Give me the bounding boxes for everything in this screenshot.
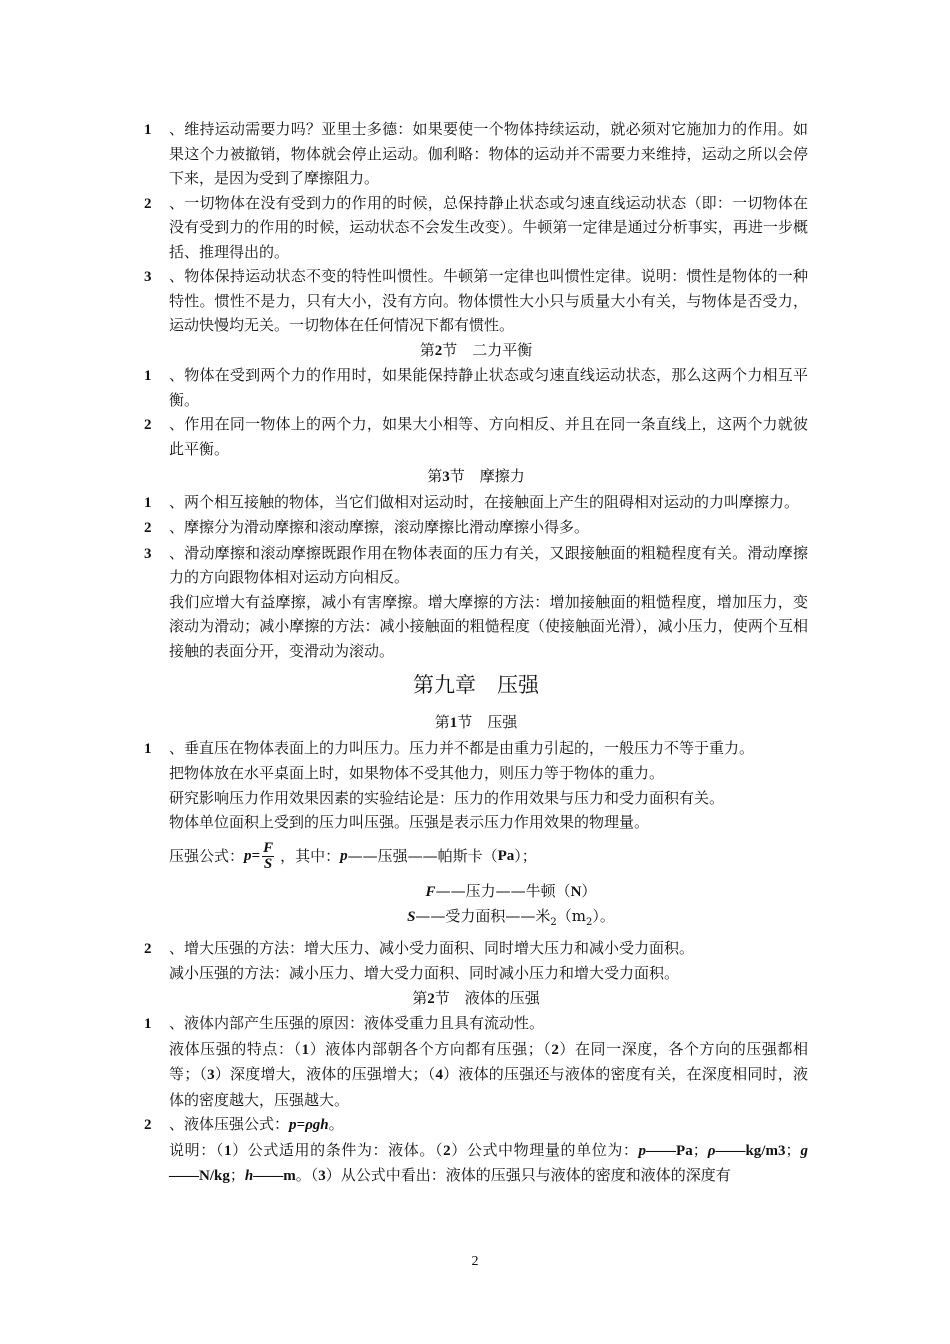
formula-definition: F——压力——牛顿（N） [425, 881, 597, 900]
paragraph: 把物体放在水平桌面上时，如果物体不受其他力，则压力等于物体的重力。 [169, 764, 665, 782]
chapter-title: 第九章 压强 [413, 673, 539, 697]
paragraph: 物体单位面积上受到的压力叫压强。压强是表示压力作用效果的物理量。 [169, 813, 650, 831]
list-item: 1 、液体内部产生压强的原因：液体受重力且具有流动性。 [144, 1014, 545, 1032]
list-item: 2 、摩擦分为滑动摩擦和滚动摩擦，滚动摩擦比滑动摩擦小得多。 [144, 518, 590, 536]
list-item: 1 、维持运动需要力吗？亚里士多德：如果要使一个物体持续运动，就必须对它施加力的作用。如果这个力被撤销，物体就会停止运动。伽利略：物体的运动并不需要力来维持，运动之所以会停下来，是因为受到了摩擦阻力。 [144, 120, 808, 187]
page-number: 2 [471, 1254, 479, 1269]
list-item: 1 、垂直压在物体表面上的力叫压力。压力并不都是由重力引起的，一般压力不等于重力。 [144, 738, 755, 757]
list-item: 1 、两个相互接触的物体，当它们做相对运动时，在接触面上产生的阻碍相对运动的力叫摩擦力。 [144, 492, 800, 511]
section-heading: 第3节 摩擦力 [427, 467, 525, 485]
paragraph: 我们应增大有益摩擦，减小有害摩擦。增大摩擦的方法：增加接触面的粗慥程度，增加压力，变滚动为滑动；减小摩擦的方法：减小接触面的粗慥程度（使接触面光滑），减小压力，使两个互相接触的表面分开，变滑动为滚动。 [169, 592, 808, 660]
list-item: 2 、一切物体在没有受到力的作用的时候，总保持静止状态或匀速直线运动状态（即：一切物体在没有受到力的作用的时候，运动状态不会发生改变）。牛顿第一定律是通过分析事实，再进一步概括、推理得出的。 [144, 193, 808, 261]
paragraph: 减小压强的方法：减小压力、增大受力面积、同时减小压力和增大受力面积。 [169, 964, 680, 982]
list-item: 2 、增大压强的方法：增大压力、减小受力面积、同时增大压力和减小受力面积。 [144, 938, 695, 957]
paragraph: 说明：（1）公式适用的条件为：液体。（2）公式中物理量的单位为：p——Pa；ρ——kg/m3；g——N/kg；h——m。（3）从公式中看出：液体的压强只与液体的密度和液体的深度有 [169, 1140, 808, 1184]
section-heading: 第2节 二力平衡 [419, 340, 533, 359]
list-item: 1 、物体在受到两个力的作用时，如果能保持静止状态或匀速直线运动状态，那么这两个力相互平衡。 [144, 366, 808, 409]
paragraph: 液体压强的特点：（1）液体内部朝各个方向都有压强；（2）在同一深度，各个方向的压强都相等；（3）深度增大，液体的压强增大；（4）液体的压强还与液体的密度有关，在深度相同时，液体的密度越大，压强越大。 [169, 1039, 808, 1109]
list-item: 3 、物体保持运动状态不变的特性叫惯性。牛顿第一定律也叫惯性定律。说明：惯性是物体的一种特性。惯性不是力，只有大小，没有方向。物体惯性大小只与质量大小有关，与物体是否受力，运动快慢均无关。一切物体在任何情况下都有惯性。 [144, 267, 808, 334]
formula-definition: S——受力面积——米$_2(m_2)$。 [407, 907, 615, 928]
list-item: 3 、滑动摩擦和滚动摩擦既跟作用在物体表面的压力有关，又跟接触面的粗糙程度有关。滑动摩擦力的方向跟物体相对运动方向相反。 [144, 543, 808, 586]
page-content [144, 117, 808, 1189]
section-heading: 第1节 压强 [434, 713, 518, 731]
pressure-formula: 压强公式： p= $\frac{F}{S}$ ，其中： p ——压强——帕斯卡（ Pa ）； [169, 840, 537, 872]
section-heading: 第2节 液体的压强 [412, 988, 540, 1007]
paragraph: 研究影响压力作用效果因素的实验结论是：压力的作用效果与压力和受力面积有关。 [169, 788, 725, 807]
list-item: 2 、作用在同一物体上的两个力，如果大小相等、方向相反、并且在同一条直线上，这两个力就彼此平衡。 [144, 415, 808, 458]
fraction: $\frac{F}{S}$ [263, 840, 274, 872]
list-item: 2 、液体压强公式：p=ρgh。 [144, 1115, 344, 1133]
